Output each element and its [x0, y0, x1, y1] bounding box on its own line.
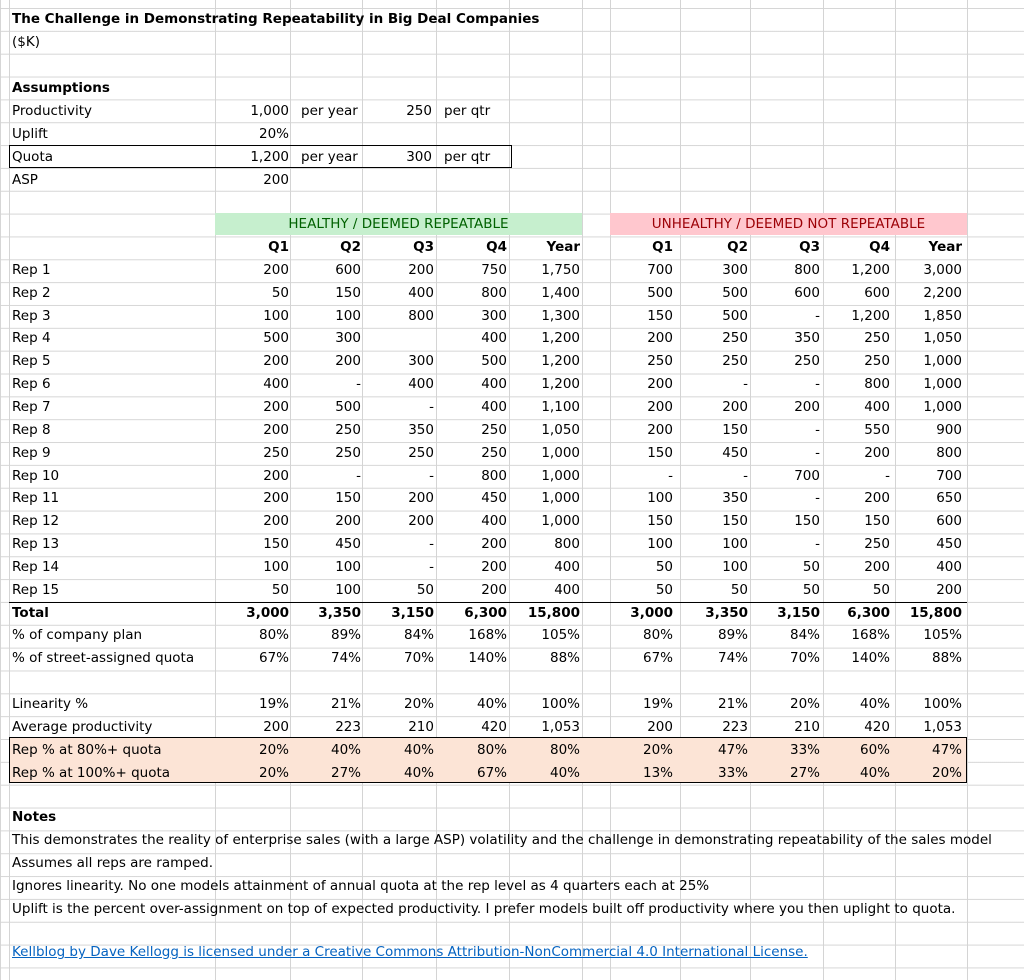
unhealthy-value: 200	[647, 330, 673, 347]
healthy-value: 400	[554, 581, 580, 598]
assumption-unit: per year	[301, 148, 358, 165]
healthy-value: 250	[335, 421, 361, 438]
assumption-value: 20%	[258, 125, 289, 142]
unhealthy-value: 800	[864, 376, 890, 393]
healthy-value: 400	[481, 398, 507, 415]
summary-label-rep80: Rep % at 80%+ quota	[12, 741, 162, 758]
healthy-rep100: 67%	[476, 764, 507, 781]
healthy-avg_prod: 210	[408, 718, 434, 735]
unhealthy-value: 1,200	[851, 261, 890, 278]
healthy-value: 100	[335, 558, 361, 575]
healthy-value: 250	[335, 444, 361, 461]
healthy-value: 200	[263, 261, 289, 278]
note-line: This demonstrates the reality of enterprise sales (with a large ASP) volatility and the challenge in demonstrating repeatability of the sales model	[12, 832, 992, 848]
healthy-value: 200	[408, 261, 434, 278]
note-line: Ignores linearity. No one models attainment of annual quota at the rep level as 4 quarters each at 25%	[12, 877, 710, 894]
unhealthy-value: 200	[647, 421, 673, 438]
healthy-value: 800	[554, 536, 580, 553]
healthy-rep100: 27%	[330, 764, 361, 781]
unhealthy-value: 400	[936, 558, 962, 575]
healthy-rep80: 20%	[258, 741, 289, 758]
healthy-value: 200	[481, 536, 507, 553]
rep-label: Rep 11	[12, 490, 60, 507]
healthy-col-header: Q1	[268, 239, 289, 255]
healthy-linearity: 21%	[330, 696, 361, 712]
rep-label: Rep 15	[12, 581, 60, 598]
rep-label: Rep 5	[12, 353, 51, 370]
healthy-rep100: 20%	[258, 764, 289, 781]
healthy-pct_street: 67%	[258, 650, 289, 667]
healthy-value: 1,050	[541, 421, 580, 438]
unhealthy-value: -	[668, 467, 673, 484]
healthy-avg_prod: 420	[481, 718, 507, 735]
unhealthy-pct_street: 74%	[717, 650, 748, 667]
unhealthy-value: -	[815, 307, 820, 324]
unhealthy-value: 50	[872, 581, 890, 598]
healthy-avg_prod: 200	[263, 718, 289, 735]
unhealthy-value: -	[815, 490, 820, 507]
unhealthy-value: 50	[655, 558, 673, 575]
unhealthy-value: 450	[936, 536, 962, 553]
unhealthy-pct_plan: 80%	[642, 627, 673, 644]
healthy-value: 1,400	[541, 284, 580, 301]
unhealthy-value: 50	[730, 581, 748, 598]
healthy-value: 200	[263, 513, 289, 530]
healthy-value: 1,100	[541, 398, 580, 415]
unhealthy-value: 150	[647, 513, 673, 530]
unhealthy-value: 500	[647, 284, 673, 301]
unhealthy-col-header: Year	[928, 239, 962, 255]
unhealthy-value: 100	[722, 558, 748, 575]
assumption-label: Uplift	[12, 125, 48, 142]
healthy-value: 250	[408, 444, 434, 461]
healthy-value: 750	[481, 261, 507, 278]
unhealthy-linearity: 40%	[859, 696, 890, 712]
healthy-value: 250	[481, 444, 507, 461]
unhealthy-avg_prod: 223	[722, 718, 748, 735]
healthy-value: 1,200	[541, 376, 580, 393]
healthy-value: 50	[416, 581, 434, 598]
assumption-value2: 250	[406, 103, 432, 119]
healthy-value: 1,000	[541, 513, 580, 530]
unhealthy-pct_plan: 168%	[851, 627, 890, 644]
assumptions-header: Assumptions	[12, 80, 110, 96]
healthy-value: 1,750	[541, 261, 580, 278]
unhealthy-value: 250	[864, 330, 890, 347]
healthy-pct_street: 70%	[403, 650, 434, 667]
healthy-value: 250	[481, 421, 507, 438]
unhealthy-value: 200	[864, 558, 890, 575]
healthy-pct_plan: 105%	[541, 627, 580, 644]
unhealthy-value: 200	[647, 376, 673, 393]
rep-label: Rep 13	[12, 536, 60, 553]
assumption-unit2: per qtr	[444, 103, 491, 119]
unhealthy-col-header: Q4	[869, 239, 890, 255]
unhealthy-header: UNHEALTHY / DEEMED NOT REPEATABLE	[651, 216, 926, 232]
unhealthy-value: 350	[794, 330, 820, 347]
unhealthy-value: -	[815, 376, 820, 393]
unhealthy-linearity: 100%	[923, 696, 962, 712]
healthy-value: 350	[408, 421, 434, 438]
healthy-value: 200	[263, 421, 289, 438]
healthy-total: 3,150	[391, 604, 434, 621]
unhealthy-value: 1,000	[923, 398, 962, 415]
unhealthy-rep100: 40%	[859, 764, 890, 781]
rep-label: Rep 8	[12, 421, 51, 438]
rep-label: Rep 3	[12, 307, 51, 324]
healthy-pct_plan: 168%	[468, 627, 507, 644]
unhealthy-value: -	[743, 376, 748, 393]
unhealthy-value: 100	[722, 536, 748, 553]
healthy-value: 150	[263, 536, 289, 553]
healthy-value: 400	[554, 558, 580, 575]
unhealthy-value: 250	[794, 353, 820, 370]
unhealthy-value: 200	[864, 490, 890, 507]
assumption-value: 1,000	[250, 103, 289, 119]
unhealthy-value: 500	[722, 284, 748, 301]
healthy-linearity: 40%	[476, 696, 507, 712]
healthy-value: 200	[481, 581, 507, 598]
healthy-value: 300	[335, 330, 361, 347]
healthy-rep80: 40%	[403, 741, 434, 758]
healthy-col-header: Year	[546, 239, 580, 255]
unhealthy-rep80: 47%	[931, 741, 962, 758]
unhealthy-value: 900	[936, 421, 962, 438]
healthy-linearity: 19%	[258, 696, 289, 712]
healthy-value: 500	[263, 330, 289, 347]
unhealthy-pct_plan: 105%	[923, 627, 962, 644]
healthy-rep80: 40%	[330, 741, 361, 758]
unhealthy-value: 50	[802, 558, 820, 575]
note-line: Assumes all reps are ramped.	[12, 854, 213, 871]
healthy-col-header: Q3	[413, 239, 434, 255]
healthy-value: 100	[263, 558, 289, 575]
summary-label-total: Total	[12, 604, 49, 621]
assumption-label: Productivity	[12, 103, 93, 119]
healthy-value: 200	[263, 490, 289, 507]
unhealthy-avg_prod: 210	[794, 718, 820, 735]
unhealthy-value: 600	[794, 284, 820, 301]
healthy-value: 50	[271, 581, 289, 598]
healthy-value: 250	[263, 444, 289, 461]
healthy-col-header: Q2	[340, 239, 361, 255]
healthy-value: 200	[263, 353, 289, 370]
unhealthy-value: 150	[722, 513, 748, 530]
healthy-value: 1,200	[541, 353, 580, 370]
healthy-value	[368, 327, 434, 349]
healthy-total: 15,800	[527, 604, 580, 621]
unhealthy-value: 500	[722, 307, 748, 324]
unhealthy-total: 3,150	[777, 604, 820, 621]
healthy-value: 1,000	[541, 490, 580, 507]
unhealthy-avg_prod: 420	[864, 718, 890, 735]
unhealthy-value: 700	[647, 261, 673, 278]
unhealthy-value: -	[815, 444, 820, 461]
unhealthy-value: 100	[647, 490, 673, 507]
unhealthy-pct_street: 140%	[851, 650, 890, 667]
healthy-value: 400	[481, 330, 507, 347]
healthy-value: -	[429, 558, 434, 575]
healthy-rep100: 40%	[549, 764, 580, 781]
unhealthy-value: 150	[722, 421, 748, 438]
license-line[interactable]	[12, 941, 808, 963]
healthy-value: 400	[481, 376, 507, 393]
healthy-rep80: 80%	[476, 741, 507, 758]
unhealthy-value: 550	[864, 421, 890, 438]
unhealthy-value: 800	[794, 261, 820, 278]
unhealthy-value: 100	[647, 536, 673, 553]
unhealthy-value: 650	[936, 490, 962, 507]
summary-label-pct_plan: % of company plan	[12, 627, 143, 644]
rep-label: Rep 14	[12, 558, 60, 575]
unhealthy-value: -	[815, 536, 820, 553]
healthy-value: 200	[481, 558, 507, 575]
unhealthy-value: 800	[936, 444, 962, 461]
rep-label: Rep 2	[12, 284, 51, 301]
healthy-avg_prod: 1,053	[541, 718, 580, 735]
unhealthy-value: 150	[794, 513, 820, 530]
unhealthy-value: 450	[722, 444, 748, 461]
unhealthy-value: 200	[936, 581, 962, 598]
healthy-value: -	[429, 467, 434, 484]
unhealthy-value: 250	[864, 536, 890, 553]
summary-label-avg_prod: Average productivity	[12, 718, 153, 735]
healthy-value: 200	[263, 398, 289, 415]
healthy-value: -	[356, 467, 361, 484]
unhealthy-value: -	[885, 467, 890, 484]
unhealthy-rep80: 20%	[642, 741, 673, 758]
healthy-value: 1,300	[541, 307, 580, 324]
unhealthy-value: 350	[722, 490, 748, 507]
healthy-linearity: 20%	[403, 696, 434, 712]
unhealthy-value: -	[743, 467, 748, 484]
unhealthy-total: 3,350	[705, 604, 748, 621]
healthy-value: 100	[335, 307, 361, 324]
unhealthy-value: 150	[647, 307, 673, 324]
summary-label-rep100: Rep % at 100%+ quota	[12, 764, 171, 781]
healthy-value: 1,000	[541, 444, 580, 461]
healthy-rep100: 40%	[403, 764, 434, 781]
summary-label-linearity: Linearity %	[12, 696, 89, 712]
healthy-rep80: 80%	[549, 741, 580, 758]
healthy-value: 100	[335, 581, 361, 598]
unhealthy-col-header: Q2	[727, 239, 748, 255]
healthy-value: 800	[481, 467, 507, 484]
unhealthy-rep100: 27%	[789, 764, 820, 781]
unhealthy-value: 200	[722, 398, 748, 415]
unhealthy-pct_plan: 84%	[789, 627, 820, 644]
healthy-value: 150	[335, 284, 361, 301]
healthy-col-header: Q4	[486, 239, 507, 255]
unhealthy-pct_plan: 89%	[717, 627, 748, 644]
rep-label: Rep 7	[12, 398, 51, 415]
healthy-value: 50	[271, 284, 289, 301]
unhealthy-value: 700	[936, 467, 962, 484]
unhealthy-value: 300	[722, 261, 748, 278]
unhealthy-value: 250	[722, 330, 748, 347]
assumption-value: 200	[263, 171, 289, 188]
healthy-value: 1,000	[541, 467, 580, 484]
summary-label-pct_street: % of street-assigned quota	[12, 650, 195, 667]
assumption-value2	[372, 169, 432, 191]
healthy-total: 3,000	[246, 604, 289, 621]
unhealthy-value: 3,000	[923, 261, 962, 278]
total-border	[9, 602, 967, 603]
healthy-value: 400	[408, 376, 434, 393]
healthy-pct_street: 140%	[468, 650, 507, 667]
unhealthy-total: 3,000	[630, 604, 673, 621]
unhealthy-rep100: 13%	[642, 764, 673, 781]
healthy-pct_street: 74%	[330, 650, 361, 667]
unhealthy-value: 200	[647, 398, 673, 415]
healthy-value: 200	[408, 490, 434, 507]
unhealthy-value: 150	[647, 444, 673, 461]
healthy-value: 200	[408, 513, 434, 530]
assumption-label: Quota	[12, 148, 54, 165]
unhealthy-linearity: 20%	[789, 696, 820, 712]
assumption-unit: per year	[301, 103, 358, 119]
healthy-value: -	[429, 536, 434, 553]
unhealthy-col-header: Q1	[652, 239, 673, 255]
unhealthy-value: 1,200	[851, 307, 890, 324]
healthy-linearity: 100%	[541, 696, 580, 712]
quota-row-border	[9, 145, 512, 168]
unhealthy-value: 200	[794, 398, 820, 415]
unhealthy-rep80: 47%	[717, 741, 748, 758]
unhealthy-pct_street: 88%	[931, 650, 962, 667]
unhealthy-value: 600	[936, 513, 962, 530]
unhealthy-value: 400	[864, 398, 890, 415]
healthy-value: 400	[481, 513, 507, 530]
healthy-value: 400	[408, 284, 434, 301]
rep-label: Rep 6	[12, 376, 51, 393]
healthy-value: 1,200	[541, 330, 580, 347]
unhealthy-pct_street: 67%	[642, 650, 673, 667]
unhealthy-value: -	[815, 421, 820, 438]
unhealthy-rep80: 33%	[789, 741, 820, 758]
rep-label: Rep 10	[12, 467, 60, 484]
assumption-value: 1,200	[250, 148, 289, 165]
unhealthy-value: 250	[647, 353, 673, 370]
unhealthy-rep80: 60%	[859, 741, 890, 758]
healthy-value: 200	[263, 467, 289, 484]
healthy-avg_prod: 223	[335, 718, 361, 735]
healthy-value: 100	[263, 307, 289, 324]
assumption-unit2: per qtr	[444, 148, 491, 165]
healthy-total: 3,350	[318, 604, 361, 621]
healthy-value: 450	[481, 490, 507, 507]
unhealthy-value: 250	[864, 353, 890, 370]
healthy-pct_plan: 80%	[258, 627, 289, 644]
license-link[interactable]: Kellblog by Dave Kellogg is licensed under a Creative Commons Attribution-NonCommercial 4.0 International License.	[12, 944, 808, 960]
healthy-value: 500	[335, 398, 361, 415]
unhealthy-value: 50	[655, 581, 673, 598]
unhealthy-value: 2,200	[923, 284, 962, 301]
healthy-value: -	[429, 398, 434, 415]
unhealthy-value: 150	[864, 513, 890, 530]
assumption-label: ASP	[12, 171, 38, 188]
unhealthy-linearity: 21%	[717, 696, 748, 712]
sheet-title: The Challenge in Demonstrating Repeatability in Big Deal Companies	[12, 11, 540, 27]
rep-label: Rep 12	[12, 513, 60, 530]
unhealthy-value: 50	[802, 581, 820, 598]
unhealthy-rep100: 33%	[717, 764, 748, 781]
healthy-value: 500	[481, 353, 507, 370]
healthy-value: 800	[481, 284, 507, 301]
unhealthy-avg_prod: 1,053	[923, 718, 962, 735]
healthy-value: 200	[335, 353, 361, 370]
unhealthy-pct_street: 70%	[789, 650, 820, 667]
unhealthy-avg_prod: 200	[647, 718, 673, 735]
healthy-value: 400	[263, 376, 289, 393]
unhealthy-linearity: 19%	[642, 696, 673, 712]
healthy-value: 600	[335, 261, 361, 278]
unhealthy-rep100: 20%	[931, 764, 962, 781]
unhealthy-value: 700	[794, 467, 820, 484]
unhealthy-value: 250	[722, 353, 748, 370]
notes-header: Notes	[12, 809, 57, 825]
units-label: ($K)	[12, 34, 40, 50]
healthy-total: 6,300	[464, 604, 507, 621]
unhealthy-total: 15,800	[909, 604, 962, 621]
rep-label: Rep 1	[12, 261, 51, 278]
healthy-pct_plan: 84%	[403, 627, 434, 644]
healthy-header: HEALTHY / DEEMED REPEATABLE	[288, 216, 509, 232]
healthy-value: 150	[335, 490, 361, 507]
unhealthy-col-header: Q3	[799, 239, 820, 255]
healthy-value: 300	[408, 353, 434, 370]
unhealthy-value: 1,050	[923, 330, 962, 347]
unhealthy-value: 1,000	[923, 376, 962, 393]
rep-label: Rep 4	[12, 330, 51, 347]
assumption-value2	[372, 123, 432, 145]
healthy-pct_plan: 89%	[330, 627, 361, 644]
rep-label: Rep 9	[12, 444, 51, 461]
unhealthy-value: 1,850	[923, 307, 962, 324]
healthy-value: 800	[408, 307, 434, 324]
unhealthy-value: 200	[864, 444, 890, 461]
healthy-pct_street: 88%	[549, 650, 580, 667]
assumption-value2: 300	[406, 148, 432, 165]
healthy-value: -	[356, 376, 361, 393]
healthy-value: 200	[335, 513, 361, 530]
unhealthy-value: 600	[864, 284, 890, 301]
unhealthy-total: 6,300	[847, 604, 890, 621]
healthy-value: 300	[481, 307, 507, 324]
healthy-value: 450	[335, 536, 361, 553]
note-line: Uplift is the percent over-assignment on top of expected productivity. I prefer models built off productivity where you then uplight to quota.	[12, 900, 956, 917]
unhealthy-value: 1,000	[923, 353, 962, 370]
